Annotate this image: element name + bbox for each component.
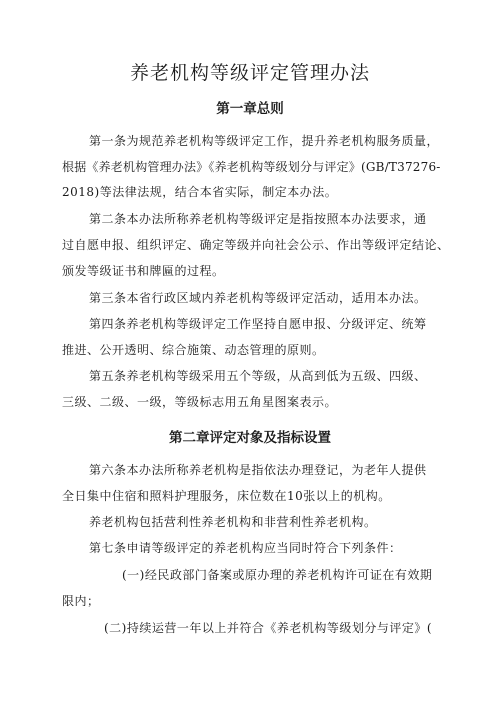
article-1-line-1: 第一条为规范养老机构等级评定工作，提升养老机构服务质量， bbox=[89, 134, 440, 148]
article-2-line-1: 第二条本办法所称养老机构等级评定是指按照本办法要求，通 bbox=[89, 212, 427, 226]
article-7-item-1-line-2: 限内； bbox=[62, 594, 100, 608]
article-1-line-3: 2018)等法律法规，结合本省实际，制定本办法。 bbox=[62, 185, 338, 199]
article-2-line-3: 颁发等级证书和牌匾的过程。 bbox=[62, 264, 225, 278]
article-6-line-2: 全日集中住宿和照料护理服务，床位数在10张以上的机构。 bbox=[62, 489, 391, 503]
article-2-line-2: 过自愿申报、组织评定、确定等级并向社会公示、作出等级评定结论、 bbox=[62, 238, 450, 252]
article-5-line-1: 第五条养老机构等级采用五个等级，从高到低为五级、四级、 bbox=[89, 369, 427, 383]
document-title: 养老机构等级评定管理办法 bbox=[129, 62, 370, 84]
chapter-2-heading: 第二章评定对象及指标设置 bbox=[169, 430, 331, 446]
article-4-line-2: 推进、公开透明、综合施策、动态管理的原则。 bbox=[62, 343, 325, 357]
article-7-item-1-line-1: (一)经民政部门备案或原办理的养老机构许可证在有效期 bbox=[122, 568, 433, 582]
article-1-line-2: 根据《养老机构管理办法》《养老机构等级划分与评定》(GB/T37276- bbox=[62, 160, 441, 174]
chapter-1-heading: 第一章总则 bbox=[216, 101, 284, 117]
article-7-item-2-line-1: (二)持续运营一年以上并符合《养老机构等级划分与评定》( bbox=[104, 621, 433, 635]
article-7-line-1: 第七条申请等级评定的养老机构应当同时符合下列条件： bbox=[89, 541, 402, 555]
article-6-line-1: 第六条本办法所称养老机构是指依法办理登记，为老年人提供 bbox=[89, 463, 427, 477]
article-6-line-3: 养老机构包括营利性养老机构和非营利性养老机构。 bbox=[89, 515, 377, 529]
article-5-line-2: 三级、二级、一级，等级标志用五角星图案表示。 bbox=[62, 395, 338, 409]
article-4-line-1: 第四条养老机构等级评定工作坚持自愿申报、分级评定、统筹 bbox=[89, 317, 427, 331]
article-3-line-1: 第三条本省行政区域内养老机构等级评定活动，适用本办法。 bbox=[89, 291, 427, 305]
